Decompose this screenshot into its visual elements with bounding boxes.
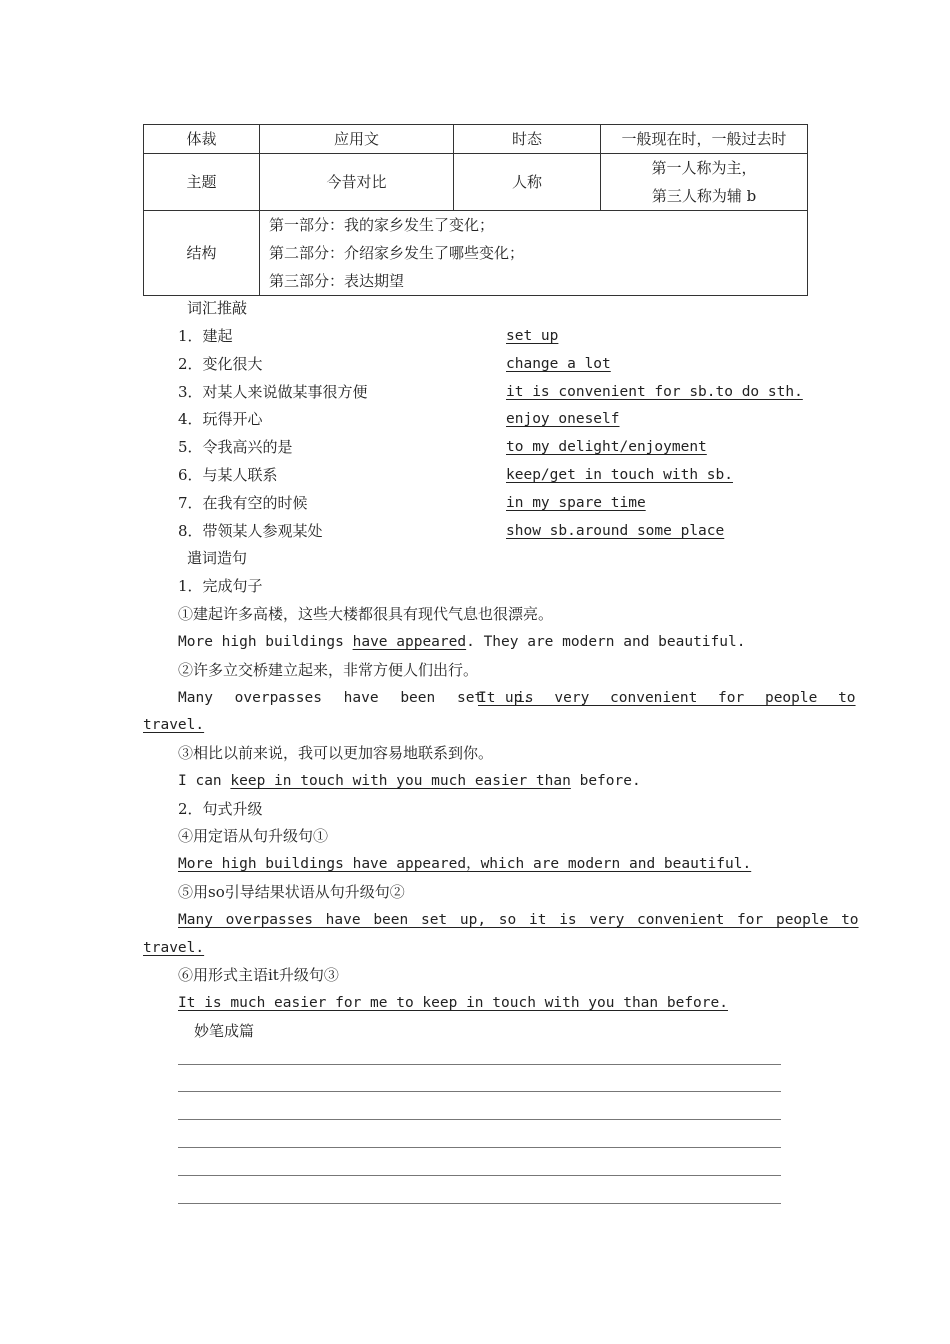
answer-text: travel.	[143, 717, 205, 733]
sentence-text: More high buildings	[178, 634, 353, 650]
sentence-cn: ⑥用形式主语it升级句③	[178, 966, 339, 984]
tense-value: 一般现在时，一般过去时	[601, 125, 808, 154]
structure-label: 结构	[144, 211, 260, 296]
structure-part: 第二部分：介绍家乡发生了哪些变化；	[269, 244, 525, 262]
vocab-item-cn: 8．带领某人参观某处	[178, 522, 323, 540]
person-value-line: 第一人称为主，	[651, 159, 757, 177]
vocab-item-en: it is convenient for sb.to do sth.	[506, 384, 803, 400]
summary-table	[143, 124, 808, 296]
person-value	[601, 154, 808, 211]
sentence-cn: ③相比以前来说，我可以更加容易地联系到你。	[178, 744, 494, 762]
vocab-item-cn: 4．玩得开心	[178, 410, 263, 428]
structure-value	[260, 211, 808, 296]
vocab-item-cn: 3．对某人来说做某事很方便	[178, 383, 368, 401]
vocab-item-cn: 7．在我有空的时候	[178, 494, 308, 512]
table-row	[144, 125, 808, 154]
vocab-item-cn: 2．变化很大	[178, 355, 263, 373]
writing-heading: 妙笔成篇	[194, 1022, 255, 1040]
sentence-en	[178, 684, 856, 712]
answer-text: It is much easier for me to keep in touch with you than before.	[178, 995, 728, 1011]
topic-label: 主题	[144, 154, 260, 211]
answer-text: More high buildings have appeared，which are modern and beautiful.	[178, 856, 752, 872]
sentence-text: I can	[178, 773, 231, 789]
vocab-item-en: enjoy oneself	[506, 411, 620, 427]
sentence-cn: ②许多立交桥建立起来，非常方便人们出行。	[178, 661, 479, 679]
vocab-item-cn: 6．与某人联系	[178, 466, 278, 484]
sentence-text	[178, 684, 532, 712]
tense-label: 时态	[454, 125, 601, 154]
answer-text: have appeared	[352, 634, 467, 650]
topic-value: 今昔对比	[260, 154, 454, 211]
vocab-item-en: keep/get in touch with sb.	[506, 467, 733, 483]
vocab-item-en: set up	[506, 328, 559, 344]
sentence-en	[178, 767, 641, 795]
answer-text: Many overpasses have been set up, so it is very convenient for people to	[178, 912, 859, 928]
answer-text: travel.	[143, 940, 205, 956]
sentence-text: Many overpasses have been set up.	[178, 690, 532, 706]
part-heading: 2．句式升级	[178, 800, 263, 818]
sentence-en	[178, 628, 745, 656]
vocab-item-en: in my spare time	[506, 495, 646, 511]
structure-part: 第三部分：表达期望	[269, 272, 405, 290]
sentence-cn: ①建起许多高楼，这些大楼都很具有现代气息也很漂亮。	[178, 605, 554, 623]
sentences-heading: 遣词造句	[187, 549, 248, 567]
vocab-item-en: change a lot	[506, 356, 611, 372]
genre-label: 体裁	[144, 125, 260, 154]
sentence-text: . They are modern and beautiful.	[466, 634, 746, 650]
sentence-cn: ④用定语从句升级句①	[178, 827, 329, 845]
table-row	[144, 211, 808, 296]
writing-line[interactable]	[178, 1175, 781, 1176]
writing-line[interactable]	[178, 1147, 781, 1148]
vocab-heading: 词汇推敲	[187, 299, 248, 317]
vocab-item-cn: 1．建起	[178, 327, 233, 345]
writing-line[interactable]	[178, 1064, 781, 1065]
sentence-cn: ⑤用so引导结果状语从句升级句②	[178, 883, 405, 901]
genre-value: 应用文	[260, 125, 454, 154]
answer-text: keep in touch with you much easier than	[230, 773, 571, 789]
writing-line[interactable]	[178, 1091, 781, 1092]
vocab-item-en: show sb.around some place	[506, 523, 725, 539]
person-value-line: 第三人称为辅 b	[651, 187, 757, 205]
person-label: 人称	[454, 154, 601, 211]
vocab-item-en: to my delight/enjoyment	[506, 439, 707, 455]
table-row	[144, 154, 808, 211]
structure-part: 第一部分：我的家乡发生了变化；	[269, 216, 495, 234]
writing-line[interactable]	[178, 1119, 781, 1120]
writing-line[interactable]	[178, 1203, 781, 1204]
answer-text: It is very convenient for people to	[478, 690, 856, 706]
sentence-text: before.	[570, 773, 641, 789]
vocab-item-cn: 5．令我高兴的是	[178, 438, 293, 456]
part-heading: 1．完成句子	[178, 577, 263, 595]
